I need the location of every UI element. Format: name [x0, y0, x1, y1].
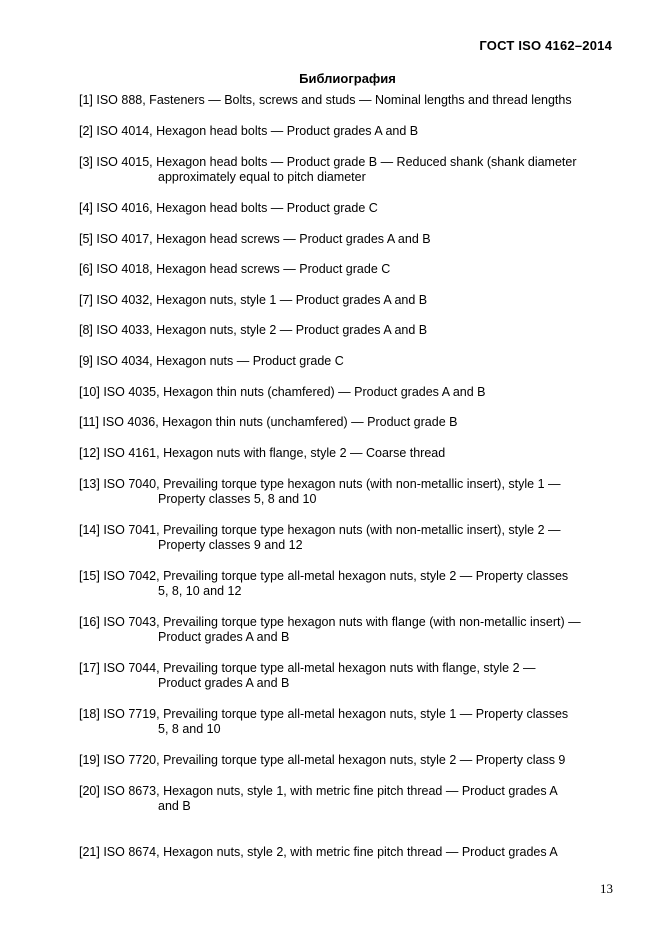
bibliography-title: Библиография: [299, 71, 396, 86]
page-number: 13: [600, 881, 613, 896]
entry-continuation: Product grades A and B: [158, 676, 290, 690]
bibliography-entry-8: [79, 323, 624, 338]
entry-line: [17] ISO 7044, Prevailing torque type all-metal hexagon nuts with flange, style 2 —: [79, 661, 536, 675]
entry-continuation: Property classes 9 and 12: [158, 538, 303, 552]
bibliography-entry-21: [79, 845, 624, 860]
entry-continuation: 5, 8 and 10: [158, 722, 221, 736]
bibliography-entry-5: [79, 232, 624, 247]
entry-line: [9] ISO 4034, Hexagon nuts — Product grade C: [79, 354, 344, 368]
entry-line: [5] ISO 4017, Hexagon head screws — Product grades A and B: [79, 232, 431, 246]
entry-line: [12] ISO 4161, Hexagon nuts with flange, style 2 — Coarse thread: [79, 446, 446, 460]
bibliography-entry-9: [79, 354, 624, 369]
entry-line: [21] ISO 8674, Hexagon nuts, style 2, with metric fine pitch thread — Product grades A: [79, 845, 558, 859]
entry-line: [11] ISO 4036, Hexagon thin nuts (unchamfered) — Product grade B: [79, 415, 458, 429]
entry-continuation: Product grades A and B: [158, 630, 290, 644]
entry-line: [19] ISO 7720, Prevailing torque type all-metal hexagon nuts, style 2 — Property class 9: [79, 753, 566, 767]
bibliography-entry-16: [79, 615, 624, 645]
bibliography-entry-15: [79, 569, 624, 599]
bibliography-entry-13: [79, 477, 624, 507]
entry-line: [4] ISO 4016, Hexagon head bolts — Product grade C: [79, 201, 378, 215]
bibliography-entry-19: [79, 753, 624, 768]
bibliography-entry-4: [79, 201, 624, 216]
entry-continuation: Property classes 5, 8 and 10: [158, 492, 317, 506]
bibliography-entry-6: [79, 262, 624, 277]
entry-line: [18] ISO 7719, Prevailing torque type all-metal hexagon nuts, style 1 — Property classes: [79, 707, 569, 721]
entry-line: [6] ISO 4018, Hexagon head screws — Product grade C: [79, 262, 391, 276]
entry-line: [1] ISO 888, Fasteners — Bolts, screws and studs — Nominal lengths and thread lengths: [79, 93, 572, 107]
entry-line: [3] ISO 4015, Hexagon head bolts — Product grade B — Reduced shank (shank diameter: [79, 155, 577, 169]
entry-line: [2] ISO 4014, Hexagon head bolts — Product grades A and B: [79, 124, 419, 138]
entry-line: [7] ISO 4032, Hexagon nuts, style 1 — Product grades A and B: [79, 293, 428, 307]
entry-line: [20] ISO 8673, Hexagon nuts, style 1, with metric fine pitch thread — Product grades A: [79, 784, 558, 798]
bibliography-entry-7: [79, 293, 624, 308]
bibliography-entry-17: [79, 661, 624, 691]
entry-line: [8] ISO 4033, Hexagon nuts, style 2 — Product grades A and B: [79, 323, 428, 337]
bibliography-entry-3: [79, 155, 624, 185]
bibliography-entry-14: [79, 523, 624, 553]
bibliography-entry-12: [79, 446, 624, 461]
entry-line: [16] ISO 7043, Prevailing torque type hexagon nuts with flange (with non-metallic insert) —: [79, 615, 581, 629]
entry-continuation: approximately equal to pitch diameter: [158, 170, 366, 184]
bibliography-entry-2: [79, 124, 624, 139]
entry-line: [13] ISO 7040, Prevailing torque type hexagon nuts (with non-metallic insert), style 1 —: [79, 477, 561, 491]
bibliography-entry-18: [79, 707, 624, 737]
entry-line: [14] ISO 7041, Prevailing torque type hexagon nuts (with non-metallic insert), style 2 —: [79, 523, 561, 537]
entry-continuation: 5, 8, 10 and 12: [158, 584, 242, 598]
bibliography-entry-10: [79, 385, 624, 400]
bibliography-entry-1: [79, 93, 624, 108]
entry-continuation: and B: [158, 799, 191, 813]
bibliography-entry-11: [79, 415, 624, 430]
entry-line: [10] ISO 4035, Hexagon thin nuts (chamfered) — Product grades A and B: [79, 385, 486, 399]
standard-code: ГОСТ ISO 4162–2014: [479, 38, 612, 53]
bibliography-entry-20: [79, 784, 624, 814]
entry-line: [15] ISO 7042, Prevailing torque type all-metal hexagon nuts, style 2 — Property classes: [79, 569, 569, 583]
